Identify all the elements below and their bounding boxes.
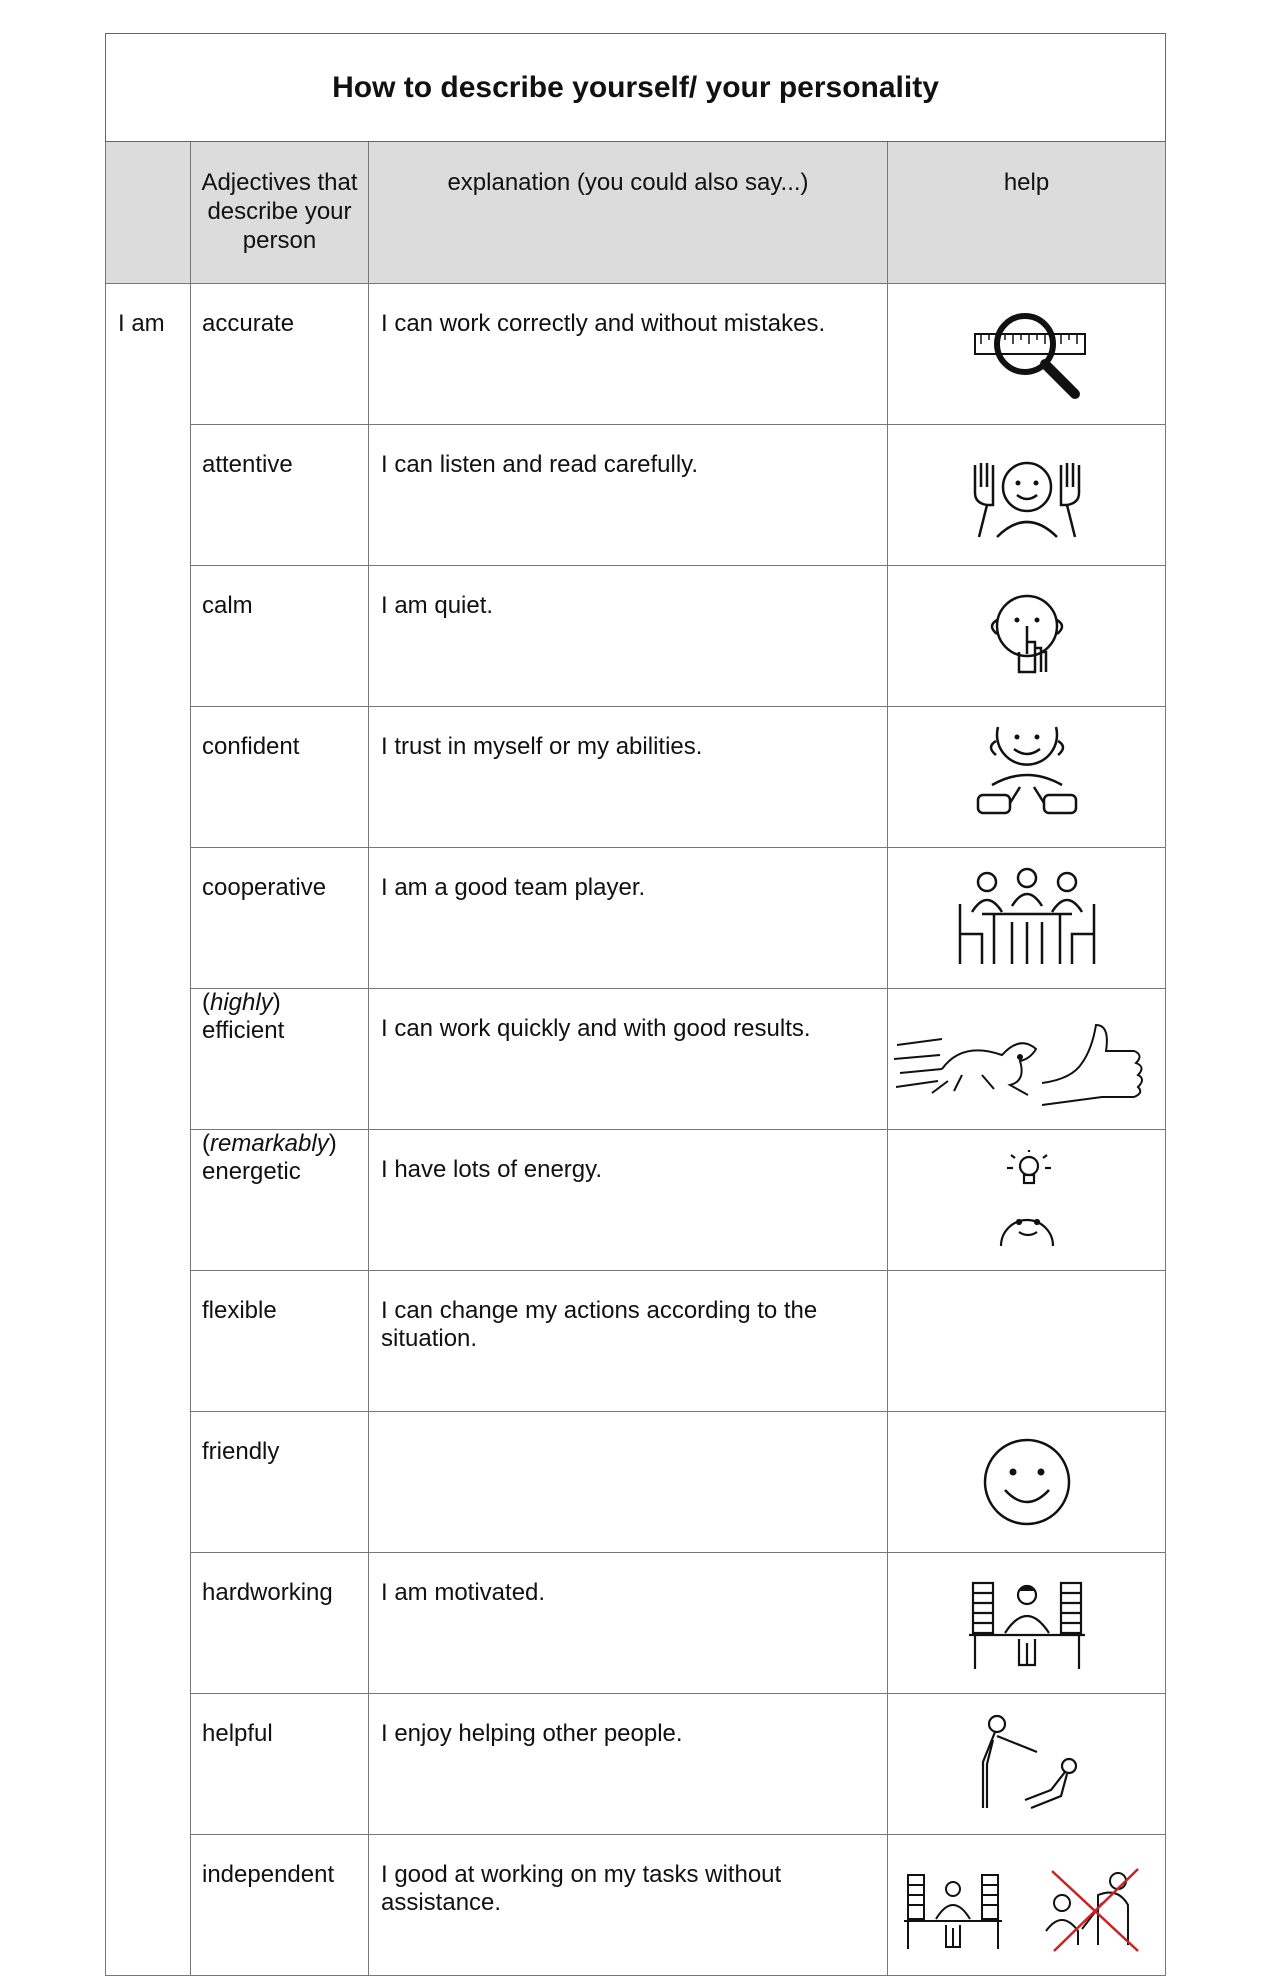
help-cell	[888, 1694, 1166, 1835]
help-cell	[888, 707, 1166, 848]
table-row	[106, 425, 1166, 566]
header-empty	[106, 142, 191, 284]
lightbulb-face-icon	[987, 1150, 1067, 1250]
worksheet	[105, 33, 1165, 1976]
team-table-icon	[952, 864, 1102, 972]
rabbit-thumbs-up-icon	[892, 1009, 1162, 1109]
adjective-text: energetic	[202, 1158, 301, 1185]
adjective-cell: (highly) efficient	[191, 989, 369, 1130]
shush-face-icon	[977, 582, 1077, 690]
magnifier-ruler-icon	[967, 304, 1087, 404]
help-cell	[888, 1412, 1166, 1553]
page-title: How to describe yourself/ your personality	[106, 34, 1166, 142]
lead-text: I am	[106, 284, 191, 1976]
adjective-cell: accurate	[191, 284, 369, 425]
explanation-cell: I am quiet.	[369, 566, 888, 707]
adjective-qualifier: remarkably	[210, 1130, 329, 1157]
explanation-cell: I trust in myself or my abilities.	[369, 707, 888, 848]
adjective-cell: independent	[191, 1835, 369, 1976]
help-cell	[888, 1553, 1166, 1694]
desk-books-icon	[967, 1573, 1087, 1673]
explanation-cell: I am a good team player.	[369, 848, 888, 989]
header-adjectives: Adjectives that describe your person	[191, 142, 369, 284]
smiley-icon	[979, 1434, 1075, 1530]
table-row	[106, 1412, 1166, 1553]
explanation-cell	[369, 1412, 888, 1553]
adjective-cell: (remarkably) energetic	[191, 1130, 369, 1271]
table-row	[106, 284, 1166, 425]
adjective-qualifier: highly	[210, 989, 273, 1016]
confident-person-icon	[962, 723, 1092, 831]
adjective-text: efficient	[202, 1017, 285, 1044]
table-row	[106, 566, 1166, 707]
explanation-cell: I enjoy helping other people.	[369, 1694, 888, 1835]
table-row	[106, 707, 1166, 848]
explanation-cell: I can change my actions according to the situation.	[369, 1271, 888, 1412]
table-row	[106, 1835, 1166, 1976]
adjective-cell: cooperative	[191, 848, 369, 989]
help-cell	[888, 848, 1166, 989]
header-explanation: explanation (you could also say...)	[369, 142, 888, 284]
listening-face-icon	[957, 445, 1097, 545]
help-cell	[888, 284, 1166, 425]
helping-person-icon	[967, 1714, 1087, 1814]
table-row	[106, 1694, 1166, 1835]
help-cell	[888, 1130, 1166, 1271]
adjective-cell: friendly	[191, 1412, 369, 1553]
table-row	[106, 1553, 1166, 1694]
table-row	[106, 1271, 1166, 1412]
desk-no-help-icon	[902, 1855, 1152, 1955]
adjective-cell: helpful	[191, 1694, 369, 1835]
table-row	[106, 848, 1166, 989]
adjective-cell: confident	[191, 707, 369, 848]
explanation-cell: I good at working on my tasks without assistance.	[369, 1835, 888, 1976]
adjective-cell: flexible	[191, 1271, 369, 1412]
adjective-cell: hardworking	[191, 1553, 369, 1694]
header-help: help	[888, 142, 1166, 284]
explanation-cell: I can work correctly and without mistakes.	[369, 284, 888, 425]
adjective-cell: calm	[191, 566, 369, 707]
help-cell	[888, 425, 1166, 566]
table-header-row	[106, 142, 1166, 284]
help-cell	[888, 989, 1166, 1130]
table-row	[106, 989, 1166, 1130]
explanation-cell: I can listen and read carefully.	[369, 425, 888, 566]
help-cell	[888, 1835, 1166, 1976]
explanation-cell: I can work quickly and with good results.	[369, 989, 888, 1130]
help-cell	[888, 1271, 1166, 1412]
personality-table	[105, 33, 1166, 1976]
table-row	[106, 1130, 1166, 1271]
adjective-cell: attentive	[191, 425, 369, 566]
help-cell	[888, 566, 1166, 707]
explanation-cell: I am motivated.	[369, 1553, 888, 1694]
explanation-cell: I have lots of energy.	[369, 1130, 888, 1271]
